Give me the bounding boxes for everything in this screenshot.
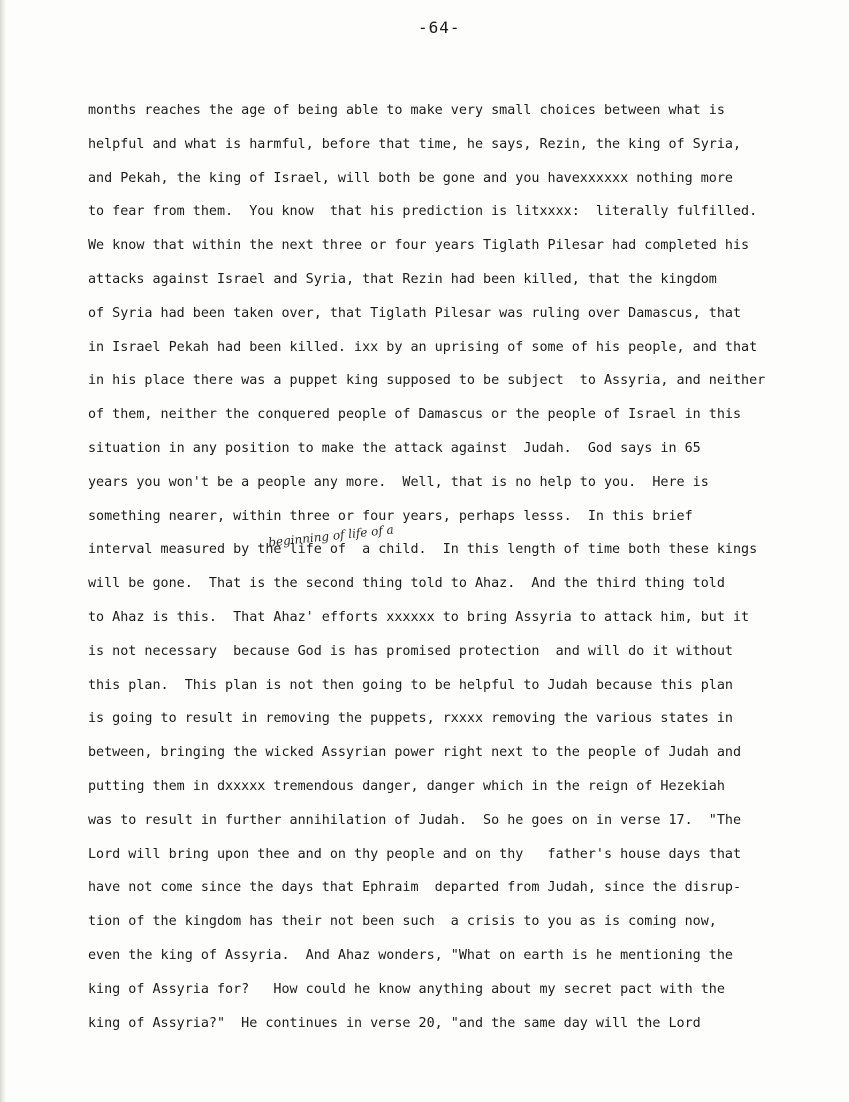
handwritten-annotation: beginning of life of a — [267, 522, 395, 550]
text-line: this plan. This plan is not then going to be helpful to Judah because this plan — [88, 677, 733, 693]
text-line: even the king of Assyria. And Ahaz wonders, "What on earth is he mentioning the — [88, 947, 733, 963]
page-edge-shadow — [0, 0, 6, 1102]
text-line: of them, neither the conquered people of Damascus or the people of Israel in this — [88, 407, 742, 423]
text-line: years you won't be a people any more. Well, that is no help to you. Here is — [88, 474, 709, 490]
text-line: We know that within the next three or four years Tiglath Pilesar had completed his — [88, 238, 750, 254]
text-line: helpful and what is harmful, before that time, he says, Rezin, the king of Syria, — [88, 136, 742, 152]
text-line: situation in any position to make the attack against Judah. God says in 65 — [88, 440, 701, 456]
text-line: something nearer, within three or four years, perhaps lesss. In this brief — [88, 508, 693, 524]
text-line: of Syria had been taken over, that Tiglath Pilesar was ruling over Damascus, that — [88, 305, 742, 321]
text-line: king of Assyria for? How could he know anything about my secret pact with the — [88, 981, 725, 997]
text-line: to Ahaz is this. That Ahaz' efforts xxxxxx to bring Assyria to attack him, but it — [88, 609, 750, 625]
text-line: is not necessary because God is has promised protection and will do it without — [88, 643, 733, 659]
text-line: Lord will bring upon thee and on thy people and on thy father's house days that — [88, 846, 742, 862]
text-line: to fear from them. You know that his prediction is litxxxx: literally fulfilled. — [88, 204, 758, 220]
text-line: have not come since the days that Ephraim departed from Judah, since the disrup- — [88, 880, 742, 896]
text-line: months reaches the age of being able to make very small choices between what is — [88, 103, 725, 118]
typed-body-text — [88, 103, 828, 1049]
text-line: is going to result in removing the puppets, rxxxx removing the various states in — [88, 711, 733, 727]
text-line: putting them in dxxxxx tremendous danger, danger which in the reign of Hezekiah — [88, 778, 725, 794]
text-line: will be gone. That is the second thing told to Ahaz. And the third thing told — [88, 576, 725, 592]
text-line: attacks against Israel and Syria, that Rezin had been killed, that the kingdom — [88, 271, 717, 287]
text-line: in Israel Pekah had been killed. ixx by an uprising of some of his people, and that — [88, 339, 758, 355]
text-line: and Pekah, the king of Israel, will both be gone and you havexxxxxx nothing more — [88, 170, 733, 186]
text-line: was to result in further annihilation of Judah. So he goes on in verse 17. "The — [88, 812, 742, 828]
page-number: -64- — [418, 18, 461, 37]
text-line: tion of the kingdom has their not been such a crisis to you as is coming now, — [88, 914, 717, 930]
text-line: between, bringing the wicked Assyrian power right next to the people of Judah and — [88, 745, 742, 761]
text-line: in his place there was a puppet king supposed to be subject to Assyria, and neither — [88, 373, 766, 389]
text-line: king of Assyria?" He continues in verse 20, "and the same day will the Lord — [88, 1015, 701, 1031]
text-line: interval measured by the life of a child. In this length of time both these kings — [88, 542, 758, 558]
